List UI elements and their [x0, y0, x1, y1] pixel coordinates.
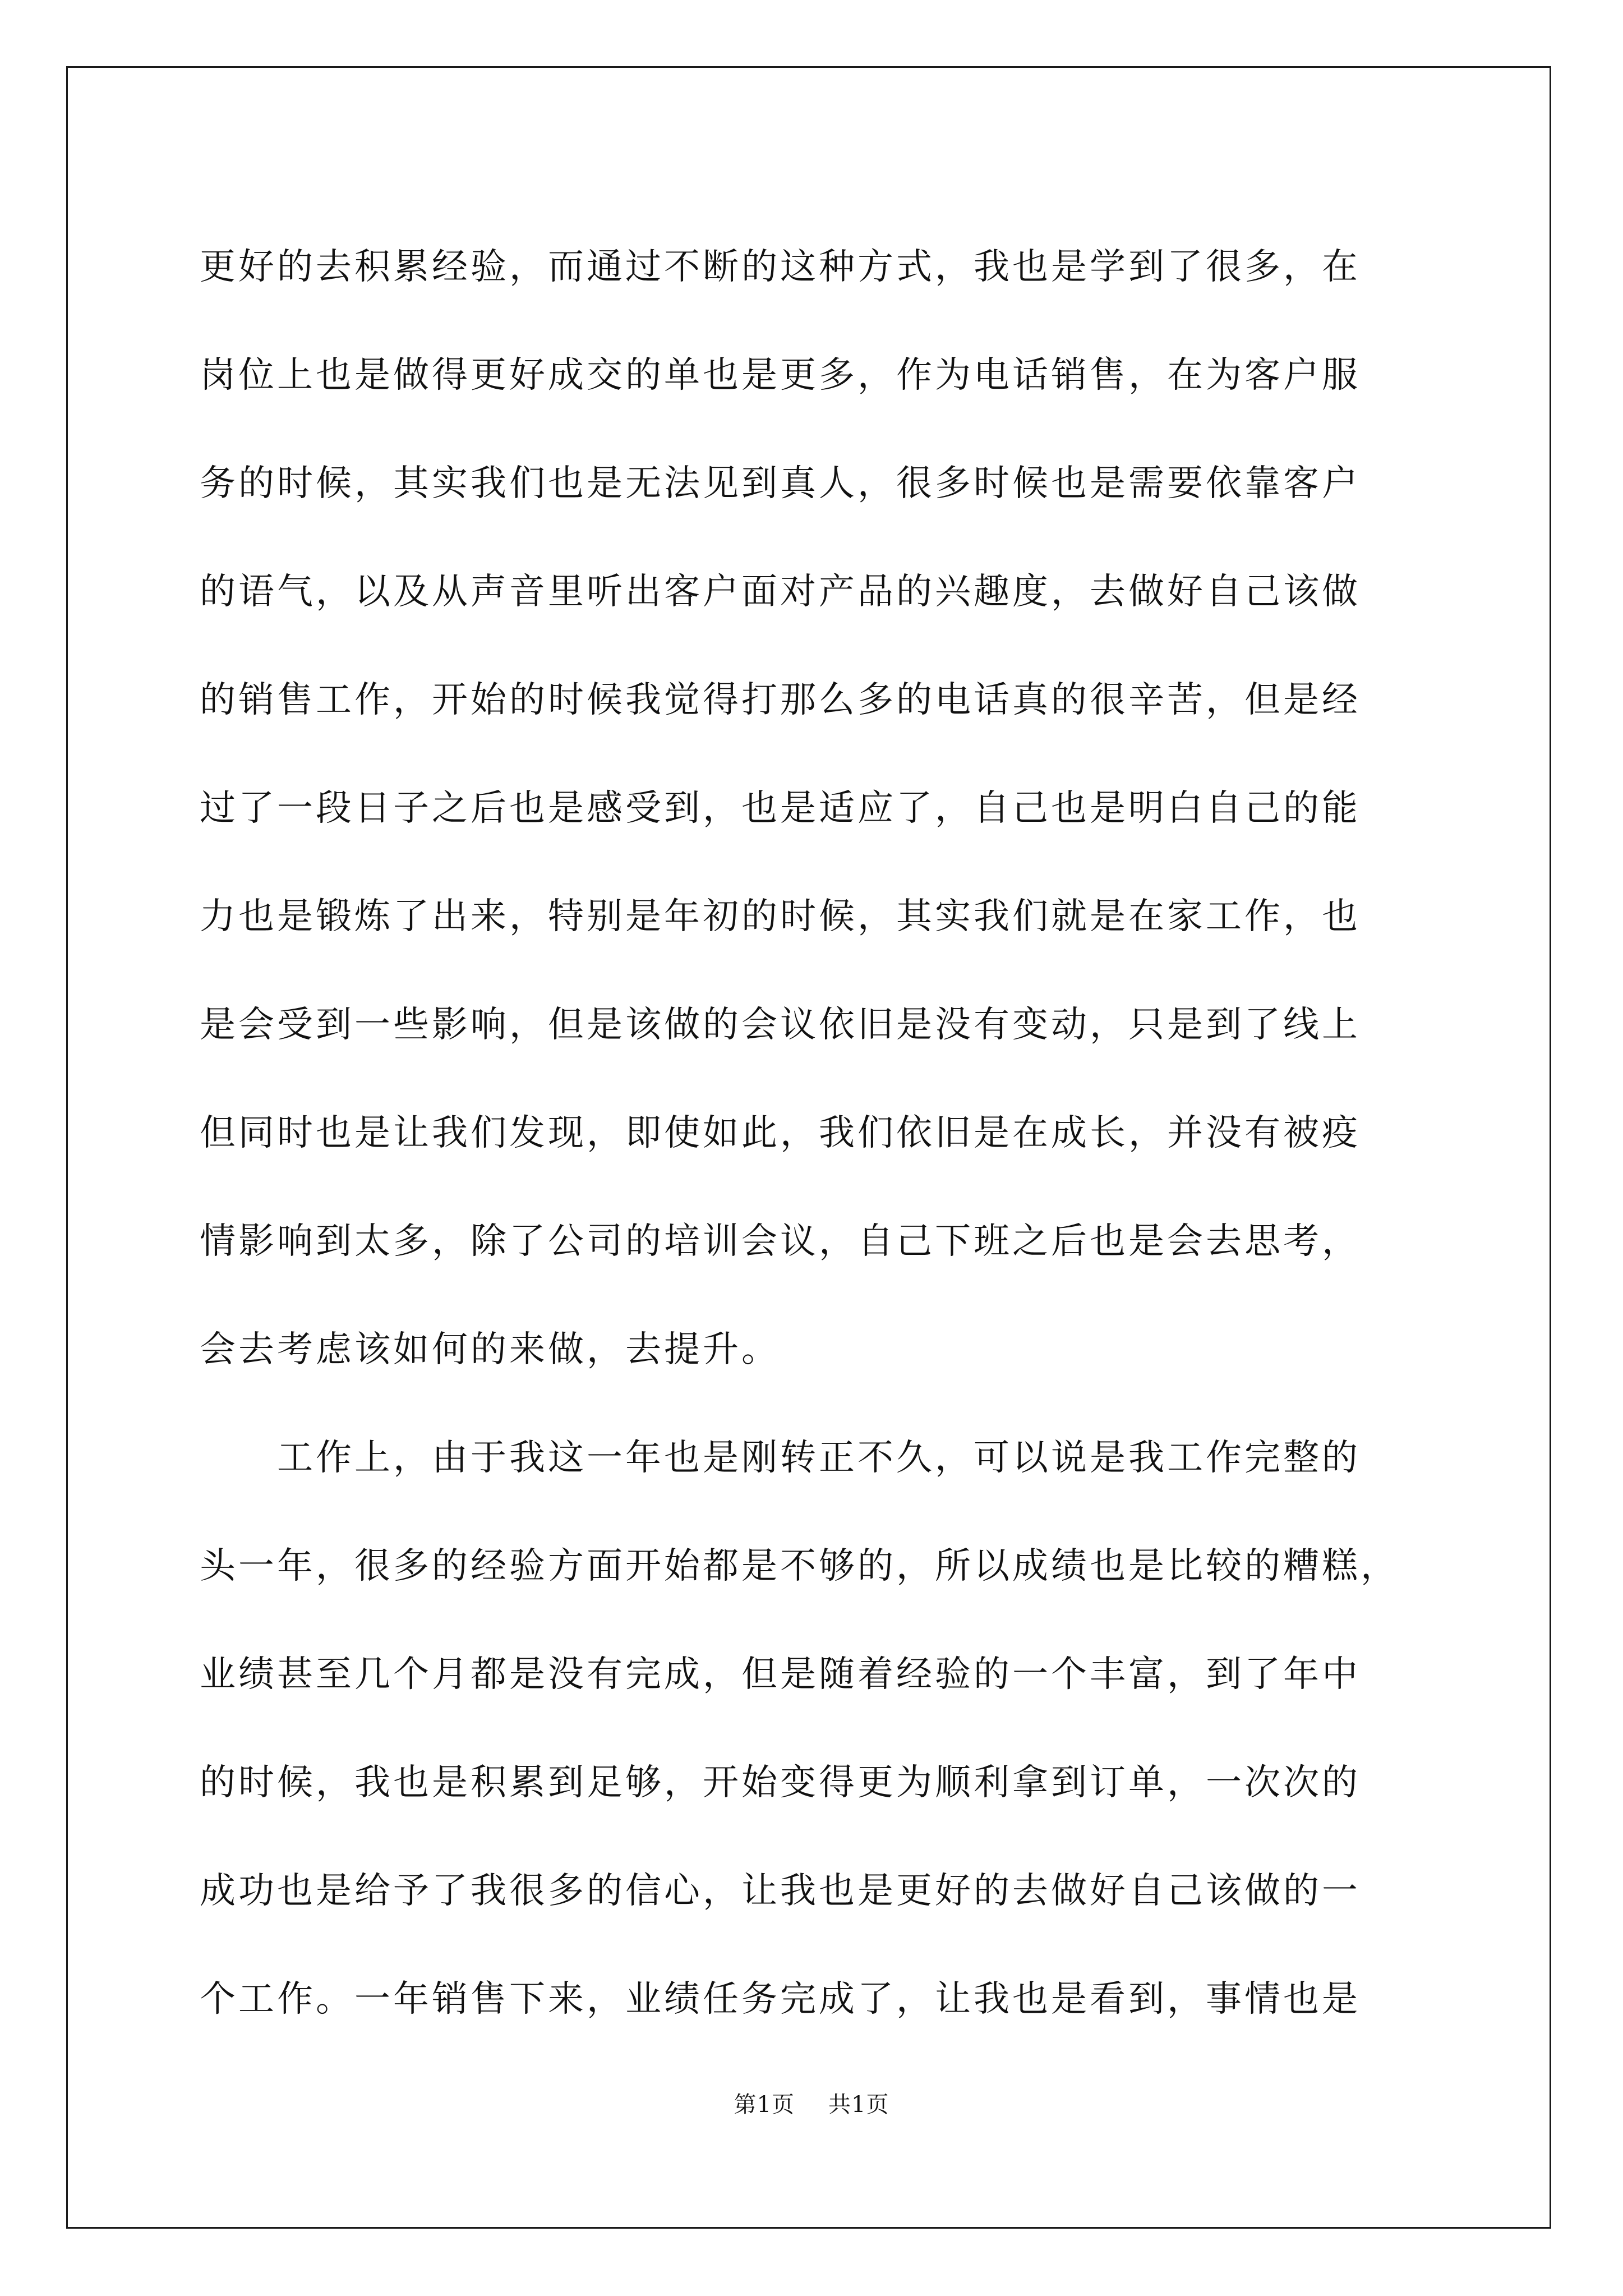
text-line: 会去考虑该如何的来做，去提升。	[200, 1329, 780, 1370]
text-line: 成功也是给予了我很多的信心，让我也是更好的去做好自己该做的一	[200, 1870, 1361, 1912]
page-number-total: 共1页	[828, 2092, 889, 2118]
text-line: 业绩甚至几个月都是没有完成，但是随着经验的一个丰富，到了年中	[200, 1654, 1361, 1695]
paragraph-1	[200, 213, 1433, 1404]
text-line: 过了一段日子之后也是感受到，也是适应了，自己也是明白自己的能	[200, 788, 1361, 829]
text-line: 是会受到一些影响，但是该做的会议依旧是没有变动，只是到了线上	[200, 1004, 1361, 1046]
text-line: 的时候，我也是积累到足够，开始变得更为顺利拿到订单，一次次的	[200, 1762, 1361, 1803]
text-line: 个工作。一年销售下来，业绩任务完成了，让我也是看到，事情也是	[200, 1978, 1361, 2020]
paragraph-2	[200, 1404, 1433, 2054]
text-line: 岗位上也是做得更好成交的单也是更多，作为电话销售，在为客户服	[200, 355, 1361, 396]
text-line: 情影响到太多，除了公司的培训会议，自己下班之后也是会去思考，	[200, 1221, 1361, 1262]
text-line: 头一年，很多的经验方面开始都是不够的，所以成绩也是比较的糟糕，	[200, 1545, 1399, 1587]
text-line: 的语气，以及从声音里听出客户面对产品的兴趣度，去做好自己该做	[200, 571, 1361, 613]
page-footer	[0, 2087, 1623, 2119]
text-line: 务的时候，其实我们也是无法见到真人，很多时候也是需要依靠客户	[200, 463, 1361, 504]
page-number-current: 第1页	[734, 2092, 795, 2118]
text-line: 工作上，由于我这一年也是刚转正不久，可以说是我工作完整的	[277, 1437, 1361, 1479]
text-line: 更好的去积累经验，而通过不断的这种方式，我也是学到了很多，在	[200, 246, 1361, 288]
document-body	[200, 213, 1433, 2054]
text-line: 但同时也是让我们发现，即使如此，我们依旧是在成长，并没有被疫	[200, 1112, 1361, 1154]
text-line: 的销售工作，开始的时候我觉得打那么多的电话真的很辛苦，但是经	[200, 679, 1361, 721]
text-line: 力也是锻炼了出来，特别是年初的时候，其实我们就是在家工作，也	[200, 896, 1361, 937]
